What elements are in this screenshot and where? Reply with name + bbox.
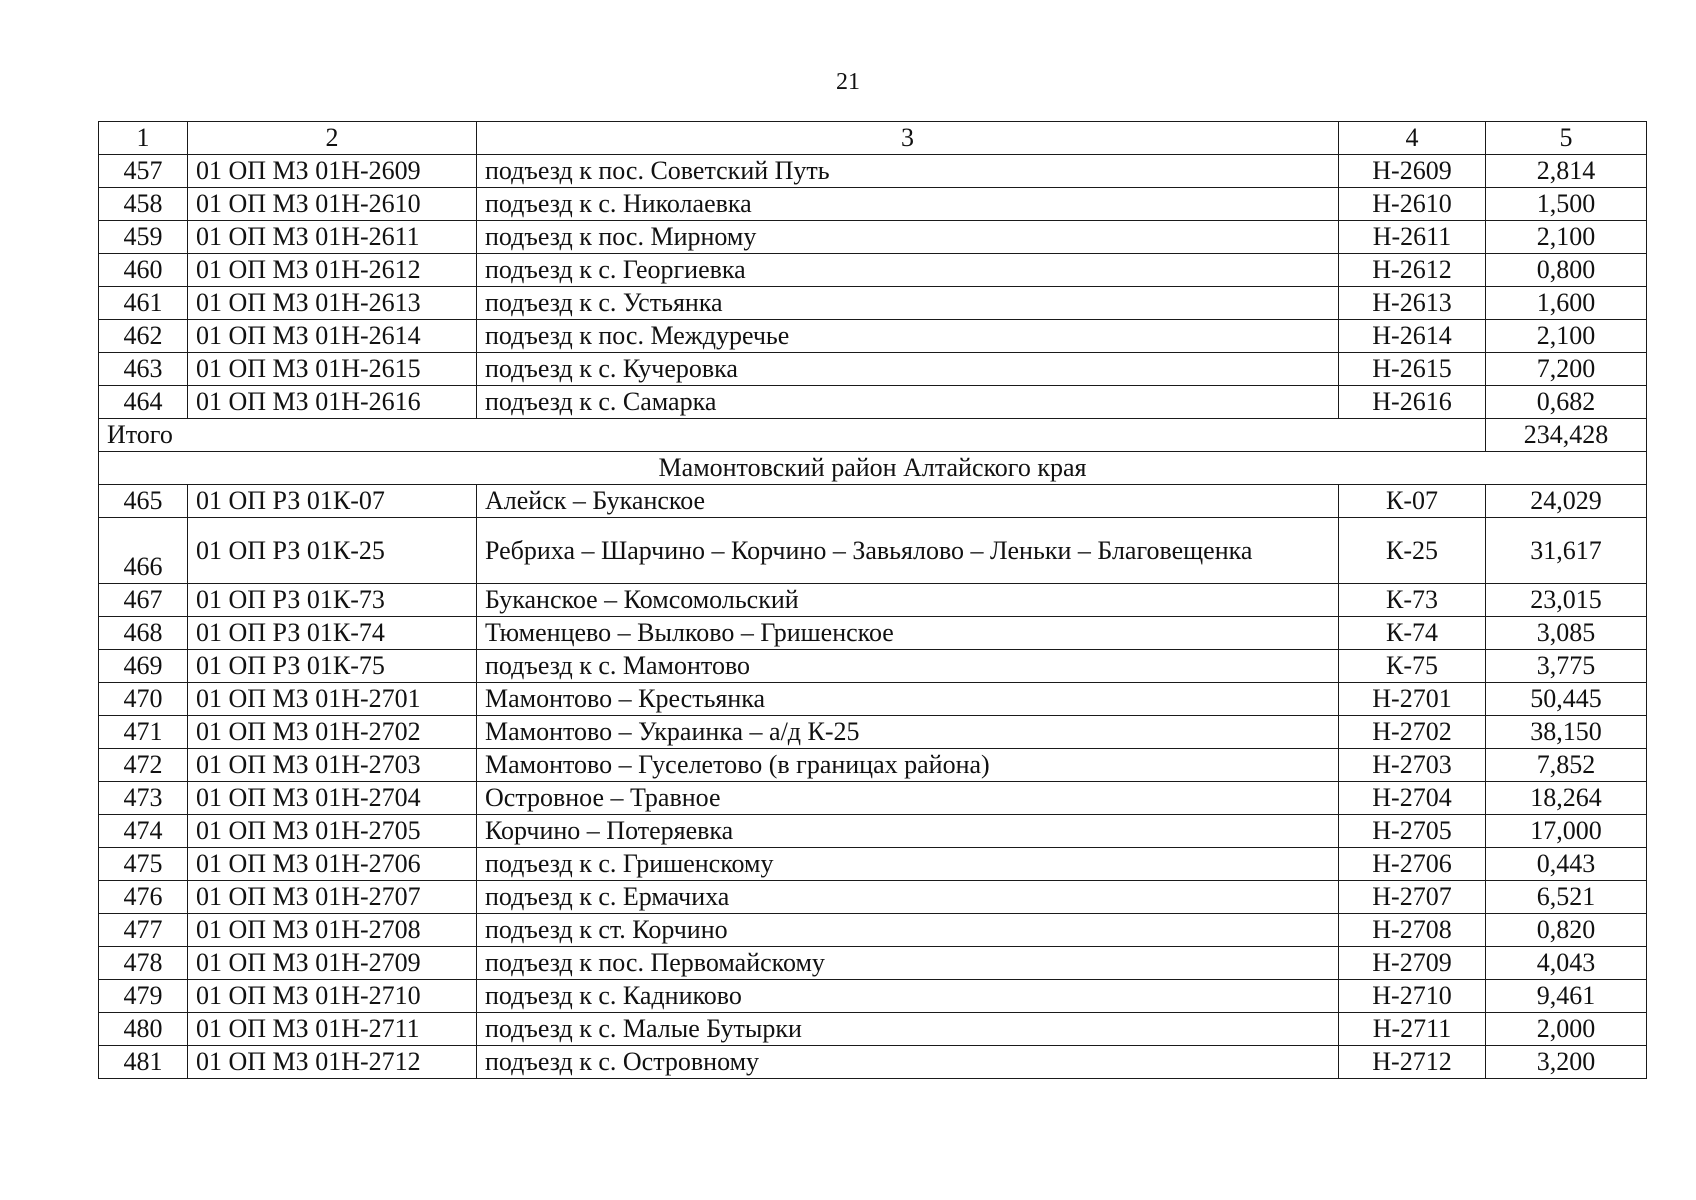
table-row (99, 1046, 1647, 1079)
road-code-cell: 01 ОП РЗ 01К-75 (188, 650, 477, 683)
road-code-cell: 01 ОП МЗ 01Н-2711 (188, 1013, 477, 1046)
header-col-2: 2 (188, 122, 477, 155)
table-row (99, 617, 1647, 650)
road-id-cell: Н-2702 (1339, 716, 1486, 749)
road-length-cell: 38,150 (1486, 716, 1647, 749)
road-length-cell: 7,200 (1486, 353, 1647, 386)
row-number-cell: 475 (99, 848, 188, 881)
road-code-cell: 01 ОП МЗ 01Н-2709 (188, 947, 477, 980)
road-id-cell: К-75 (1339, 650, 1486, 683)
road-length-cell: 0,820 (1486, 914, 1647, 947)
table-row (99, 485, 1647, 518)
road-code-cell: 01 ОП МЗ 01Н-2609 (188, 155, 477, 188)
row-number-cell: 461 (99, 287, 188, 320)
section-row (99, 452, 1647, 485)
row-number-cell: 480 (99, 1013, 188, 1046)
table-row (99, 320, 1647, 353)
road-name-cell: подъезд к пос. Мирному (477, 221, 1339, 254)
road-id-cell: Н-2611 (1339, 221, 1486, 254)
road-length-cell: 3,200 (1486, 1046, 1647, 1079)
roads-table (98, 121, 1647, 1079)
road-length-cell: 18,264 (1486, 782, 1647, 815)
rows-group-a (99, 155, 1647, 419)
row-number-cell: 473 (99, 782, 188, 815)
table-row (99, 1013, 1647, 1046)
row-number-cell: 465 (99, 485, 188, 518)
rows-group-b (99, 485, 1647, 1079)
table-row (99, 584, 1647, 617)
table-row (99, 386, 1647, 419)
table-row (99, 155, 1647, 188)
road-name-cell: Мамонтово – Крестьянка (477, 683, 1339, 716)
row-number-cell: 468 (99, 617, 188, 650)
row-number-cell: 470 (99, 683, 188, 716)
road-code-cell: 01 ОП РЗ 01К-07 (188, 485, 477, 518)
road-name-cell: Тюменцево – Вылково – Гришенское (477, 617, 1339, 650)
row-number-cell: 479 (99, 980, 188, 1013)
road-name-cell: подъезд к с. Островному (477, 1046, 1339, 1079)
road-id-cell: К-74 (1339, 617, 1486, 650)
road-name-cell: подъезд к пос. Междуречье (477, 320, 1339, 353)
road-id-cell: Н-2706 (1339, 848, 1486, 881)
road-length-cell: 0,682 (1486, 386, 1647, 419)
row-number-cell: 474 (99, 815, 188, 848)
road-name-cell: подъезд к с. Малые Бутырки (477, 1013, 1339, 1046)
row-number-cell: 478 (99, 947, 188, 980)
road-name-cell: подъезд к с. Самарка (477, 386, 1339, 419)
table-row (99, 716, 1647, 749)
road-length-cell: 2,814 (1486, 155, 1647, 188)
page-number: 21 (836, 69, 860, 95)
header-col-1: 1 (99, 122, 188, 155)
road-name-cell: Ребриха – Шарчино – Корчино – Завьялово – Леньки – Благовещенка (477, 518, 1339, 584)
table-row (99, 914, 1647, 947)
road-code-cell: 01 ОП МЗ 01Н-2705 (188, 815, 477, 848)
road-id-cell: Н-2701 (1339, 683, 1486, 716)
road-length-cell: 1,500 (1486, 188, 1647, 221)
road-code-cell: 01 ОП МЗ 01Н-2708 (188, 914, 477, 947)
road-id-cell: К-07 (1339, 485, 1486, 518)
road-name-cell: подъезд к с. Кадниково (477, 980, 1339, 1013)
road-name-cell: Корчино – Потеряевка (477, 815, 1339, 848)
total-value: 234,428 (1486, 419, 1647, 452)
header-row (99, 122, 1647, 155)
road-length-cell: 3,085 (1486, 617, 1647, 650)
road-code-cell: 01 ОП МЗ 01Н-2614 (188, 320, 477, 353)
road-name-cell: подъезд к с. Георгиевка (477, 254, 1339, 287)
road-length-cell: 23,015 (1486, 584, 1647, 617)
table-row (99, 650, 1647, 683)
road-code-cell: 01 ОП МЗ 01Н-2710 (188, 980, 477, 1013)
row-number-cell: 467 (99, 584, 188, 617)
road-id-cell: Н-2614 (1339, 320, 1486, 353)
road-code-cell: 01 ОП МЗ 01Н-2702 (188, 716, 477, 749)
road-id-cell: Н-2609 (1339, 155, 1486, 188)
road-code-cell: 01 ОП РЗ 01К-25 (188, 518, 477, 584)
road-name-cell: подъезд к ст. Корчино (477, 914, 1339, 947)
road-name-cell: подъезд к с. Мамонтово (477, 650, 1339, 683)
road-id-cell: Н-2708 (1339, 914, 1486, 947)
road-id-cell: Н-2711 (1339, 1013, 1486, 1046)
road-length-cell: 2,100 (1486, 320, 1647, 353)
road-code-cell: 01 ОП МЗ 01Н-2610 (188, 188, 477, 221)
road-code-cell: 01 ОП МЗ 01Н-2701 (188, 683, 477, 716)
header-col-4: 4 (1339, 122, 1486, 155)
road-name-cell: подъезд к пос. Первомайскому (477, 947, 1339, 980)
road-id-cell: Н-2709 (1339, 947, 1486, 980)
table-row (99, 782, 1647, 815)
table-row (99, 683, 1647, 716)
row-number-cell: 458 (99, 188, 188, 221)
row-number-cell: 462 (99, 320, 188, 353)
road-name-cell: подъезд к с. Кучеровка (477, 353, 1339, 386)
road-length-cell: 7,852 (1486, 749, 1647, 782)
road-length-cell: 2,000 (1486, 1013, 1647, 1046)
road-id-cell: Н-2703 (1339, 749, 1486, 782)
road-length-cell: 24,029 (1486, 485, 1647, 518)
road-id-cell: Н-2610 (1339, 188, 1486, 221)
road-name-cell: подъезд к с. Ермачиха (477, 881, 1339, 914)
road-code-cell: 01 ОП МЗ 01Н-2707 (188, 881, 477, 914)
table-row (99, 188, 1647, 221)
road-code-cell: 01 ОП РЗ 01К-74 (188, 617, 477, 650)
row-number-cell: 481 (99, 1046, 188, 1079)
road-length-cell: 9,461 (1486, 980, 1647, 1013)
row-number-cell: 460 (99, 254, 188, 287)
road-id-cell: Н-2616 (1339, 386, 1486, 419)
row-number-cell: 477 (99, 914, 188, 947)
table-row (99, 287, 1647, 320)
road-name-cell: Алейск – Буканское (477, 485, 1339, 518)
road-name-cell: подъезд к пос. Советский Путь (477, 155, 1339, 188)
road-id-cell: Н-2705 (1339, 815, 1486, 848)
row-number-cell: 476 (99, 881, 188, 914)
table-row (99, 749, 1647, 782)
road-id-cell: К-25 (1339, 518, 1486, 584)
header-col-3: 3 (477, 122, 1339, 155)
road-code-cell: 01 ОП МЗ 01Н-2706 (188, 848, 477, 881)
road-code-cell: 01 ОП МЗ 01Н-2615 (188, 353, 477, 386)
road-id-cell: Н-2712 (1339, 1046, 1486, 1079)
road-code-cell: 01 ОП МЗ 01Н-2616 (188, 386, 477, 419)
road-length-cell: 6,521 (1486, 881, 1647, 914)
table-row (99, 848, 1647, 881)
road-name-cell: Буканское – Комсомольский (477, 584, 1339, 617)
road-name-cell: Мамонтово – Украинка – а/д К-25 (477, 716, 1339, 749)
road-length-cell: 2,100 (1486, 221, 1647, 254)
road-length-cell: 50,445 (1486, 683, 1647, 716)
road-id-cell: Н-2615 (1339, 353, 1486, 386)
road-id-cell: Н-2613 (1339, 287, 1486, 320)
road-id-cell: Н-2707 (1339, 881, 1486, 914)
road-id-cell: Н-2704 (1339, 782, 1486, 815)
total-row (99, 419, 1647, 452)
road-code-cell: 01 ОП МЗ 01Н-2712 (188, 1046, 477, 1079)
road-code-cell: 01 ОП МЗ 01Н-2611 (188, 221, 477, 254)
total-label: Итого (99, 419, 1486, 452)
table-row (99, 254, 1647, 287)
row-number-cell: 457 (99, 155, 188, 188)
road-name-cell: Островное – Травное (477, 782, 1339, 815)
row-number-cell: 472 (99, 749, 188, 782)
road-code-cell: 01 ОП МЗ 01Н-2613 (188, 287, 477, 320)
road-id-cell: Н-2612 (1339, 254, 1486, 287)
road-id-cell: Н-2710 (1339, 980, 1486, 1013)
road-name-cell: подъезд к с. Гришенскому (477, 848, 1339, 881)
road-name-cell: подъезд к с. Николаевка (477, 188, 1339, 221)
road-code-cell: 01 ОП МЗ 01Н-2612 (188, 254, 477, 287)
row-number-cell: 471 (99, 716, 188, 749)
road-length-cell: 0,443 (1486, 848, 1647, 881)
road-length-cell: 31,617 (1486, 518, 1647, 584)
road-name-cell: Мамонтово – Гуселетово (в границах района) (477, 749, 1339, 782)
row-number-cell: 466 (99, 518, 188, 584)
row-number-cell: 464 (99, 386, 188, 419)
totals-group (99, 419, 1647, 485)
road-id-cell: К-73 (1339, 584, 1486, 617)
table-row (99, 980, 1647, 1013)
table-row (99, 881, 1647, 914)
road-code-cell: 01 ОП МЗ 01Н-2704 (188, 782, 477, 815)
road-length-cell: 3,775 (1486, 650, 1647, 683)
table-row (99, 518, 1647, 584)
road-length-cell: 17,000 (1486, 815, 1647, 848)
road-length-cell: 1,600 (1486, 287, 1647, 320)
road-length-cell: 4,043 (1486, 947, 1647, 980)
row-number-cell: 469 (99, 650, 188, 683)
header-col-5: 5 (1486, 122, 1647, 155)
section-title: Мамонтовский район Алтайского края (99, 452, 1647, 485)
row-number-cell: 463 (99, 353, 188, 386)
table-row (99, 815, 1647, 848)
table-row (99, 353, 1647, 386)
table-row (99, 947, 1647, 980)
road-code-cell: 01 ОП МЗ 01Н-2703 (188, 749, 477, 782)
road-code-cell: 01 ОП РЗ 01К-73 (188, 584, 477, 617)
row-number-cell: 459 (99, 221, 188, 254)
table-row (99, 221, 1647, 254)
road-name-cell: подъезд к с. Устьянка (477, 287, 1339, 320)
road-length-cell: 0,800 (1486, 254, 1647, 287)
